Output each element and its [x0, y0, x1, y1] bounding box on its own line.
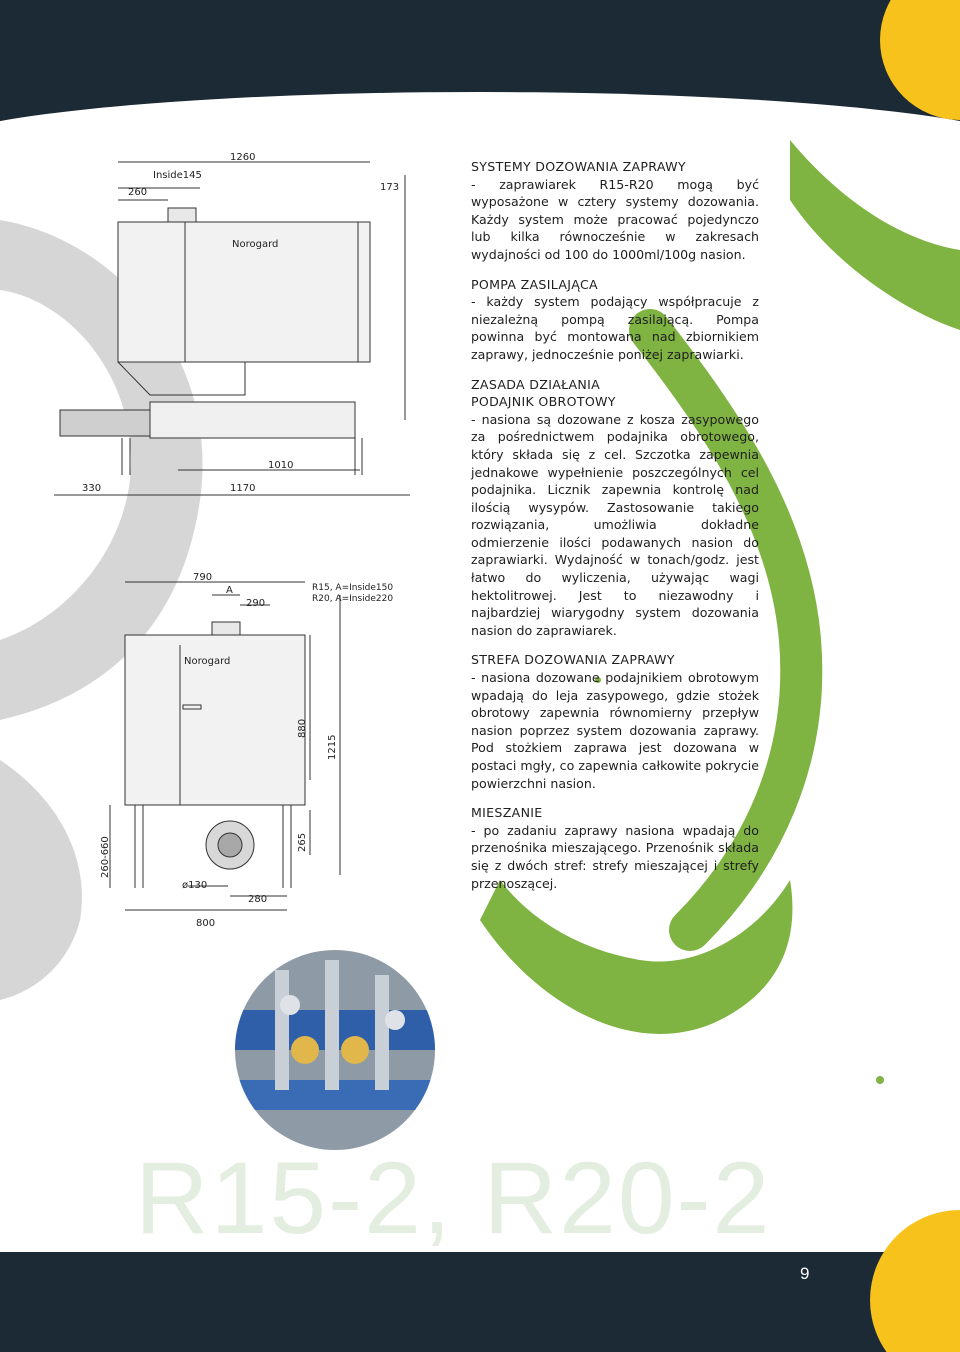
section-body: - nasiona dozowane podajnikiem obrotowym wpadają do leja zasypowego, gdzie stożek obrotowy zapewnia równomierny przepływ nasion poprzez system dozowania zaprawy. Pod stożkiem zaprawa jest dozowana w postaci mgły, co zapewnia całkowite pokrycie powierzchni nasion. — [471, 670, 759, 791]
section-title: ZASADA DZIAŁANIA — [471, 376, 601, 392]
section-body: - nasiona są dozowane z kosza zasypowego za pośrednictwem podajnika obrotowego, który składa się z cel. Szczotka zapewnia jednakowe wypełnienie poszczególnych cel podajnika. Licznik zapewnia kontrolę nad ilością wysypów. Zastosowanie takiego rozwiązania, umożliwia dokładne odmierzenie ilości podawanych nasion do zaprawiarki. Wydajność w tonach/godz. jest łatwo do wyliczenia, używając wagi hektolitrowej. Jest to niezawodny i najbardziej wiarygodny system dozowania nasion do zaprawiarek. — [471, 411, 759, 638]
technical-drawing — [0, 140, 460, 940]
inlet — [168, 208, 196, 222]
brand-label-top: Norogard — [232, 239, 279, 250]
section-mixing — [471, 804, 759, 892]
dim-290: 290 — [246, 598, 266, 609]
dim-inside145: Inside145 — [153, 170, 202, 181]
dim-260-660: 260-660 — [100, 836, 111, 878]
dim-1170: 1170 — [230, 483, 256, 494]
funnel — [118, 362, 245, 395]
section-body: - po zadaniu zaprawy nasiona wpadają do przenośnika mieszającego. Przenośnik składa się z dwóch stref: strefy mieszającej i strefy przenoszącej. — [471, 822, 759, 891]
page-number: 9 — [800, 1264, 810, 1283]
section-operating-principle — [471, 376, 759, 640]
dim-880: 880 — [297, 718, 308, 738]
dim-1215: 1215 — [327, 734, 338, 760]
conveyor — [150, 402, 355, 438]
variant-r20: R20, A=Inside220 — [312, 594, 394, 604]
yellow-circle-top — [880, 0, 960, 120]
section-body: - zaprawiarek R15-R20 mogą być wyposażone w cztery systemy dozowania. Każdy system może pracować pojedynczo lub kilka równocześnie w zakresach wydajności od 100 do 1000ml/100g nasion. — [471, 176, 759, 262]
yellow-circle-bottom — [870, 1210, 960, 1352]
model-title: R15-2, R20-2 — [135, 1141, 772, 1255]
side-top — [212, 622, 240, 635]
dim-800: 800 — [196, 918, 216, 929]
green-drop — [876, 1076, 884, 1084]
section-feed-pump — [471, 276, 759, 364]
dim-173: 173 — [380, 182, 400, 193]
dim-1010: 1010 — [268, 460, 294, 471]
section-dosing-systems — [471, 158, 759, 264]
brand-label-side: Norogard — [184, 656, 231, 667]
machine-photo — [235, 950, 435, 1150]
section-body: - każdy system podający współpracuje z niezależną pompą zasilającą. Pompa powinna być montowana nad zbiornikiem zaprawy, jednocześnie poniżej zaprawiarki. — [471, 294, 759, 362]
section-title: MIESZANIE — [471, 805, 543, 821]
section-title: STREFA DOZOWANIA ZAPRAWY — [471, 652, 675, 668]
dim-790: 790 — [193, 572, 213, 583]
text-column — [471, 158, 759, 904]
dim-260: 260 — [128, 187, 148, 198]
dim-1260: 1260 — [230, 152, 256, 163]
dim-265: 265 — [297, 832, 308, 852]
section-dosing-zone — [471, 651, 759, 792]
variant-r15: R15, A=Inside150 — [312, 583, 394, 593]
dim-o130: ø130 — [182, 880, 208, 891]
section-title: SYSTEMY DOZOWANIA ZAPRAWY — [471, 159, 686, 174]
section-subtitle: PODAJNIK OBROTOWY — [471, 394, 616, 410]
dim-a: A — [226, 585, 233, 596]
green-splash-top — [790, 140, 960, 330]
section-title: POMPA ZASILAJĄCA — [471, 276, 598, 292]
dim-330: 330 — [82, 483, 102, 494]
dim-280: 280 — [248, 894, 268, 905]
motor — [60, 410, 150, 436]
